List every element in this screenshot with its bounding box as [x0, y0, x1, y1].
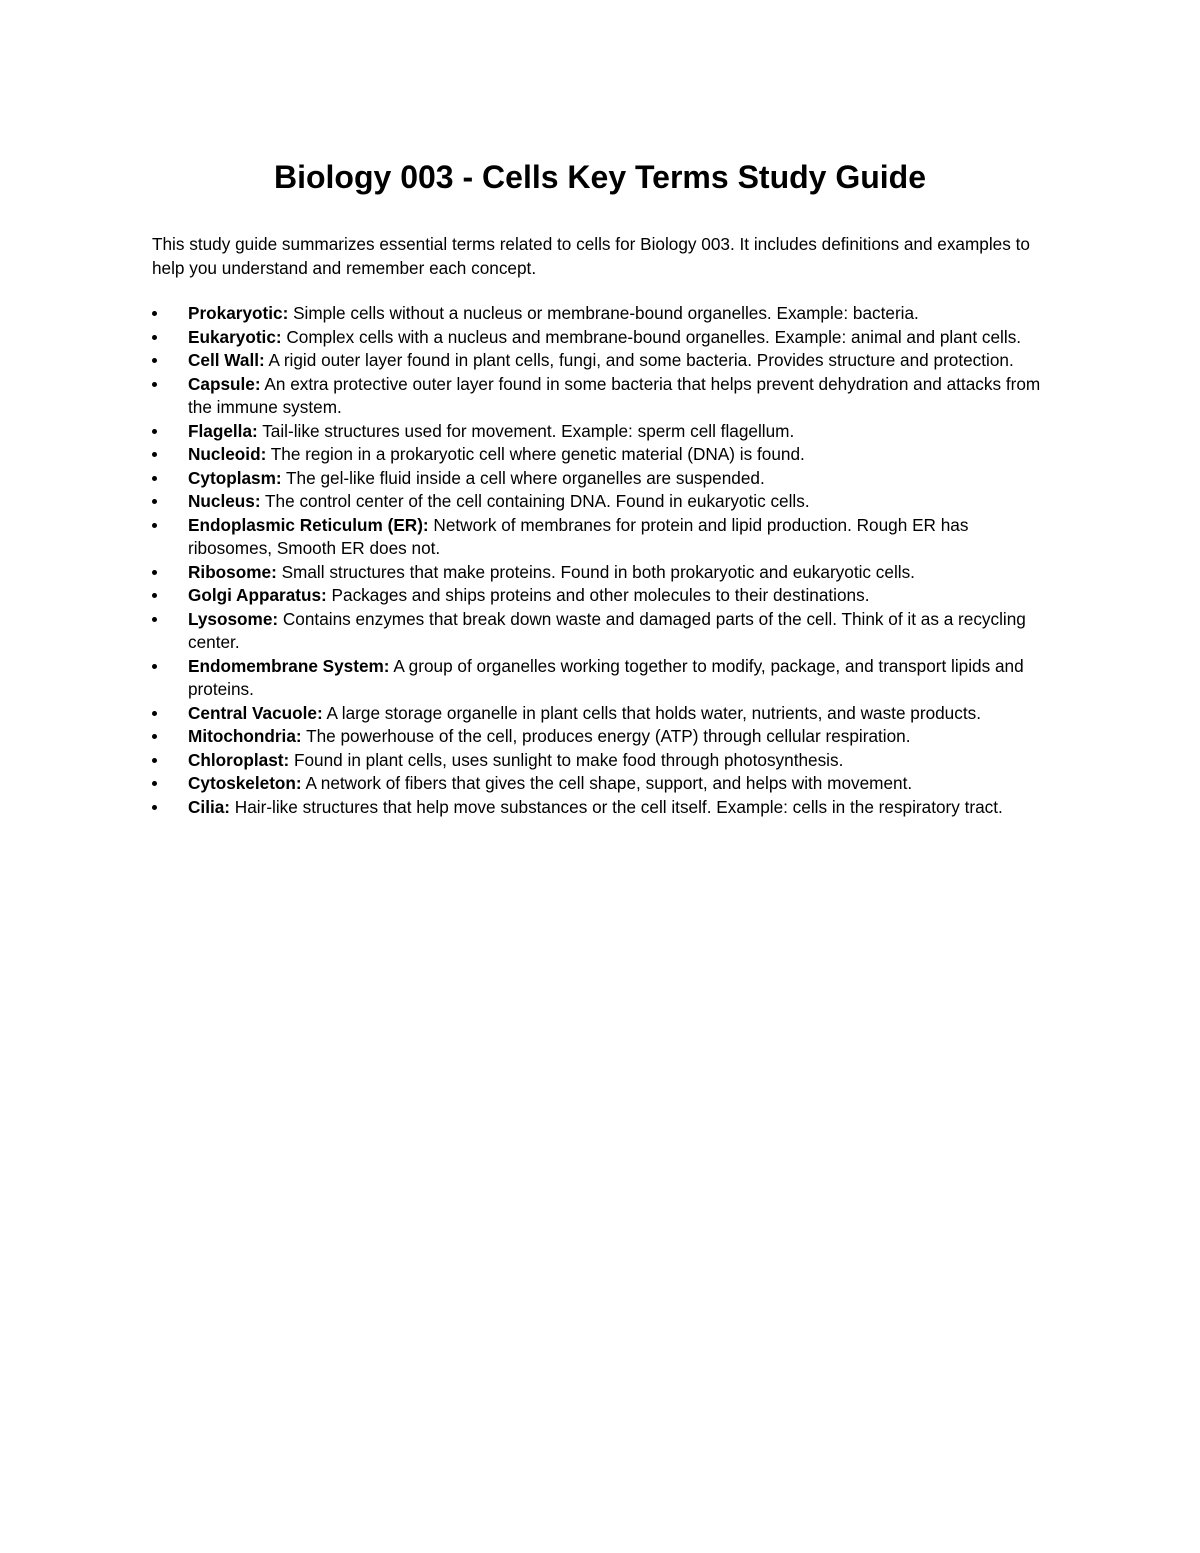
- page-title: Biology 003 - Cells Key Terms Study Guide: [273, 159, 927, 195]
- list-item: [152, 725, 1052, 749]
- term-definition: The control center of the cell containing DNA. Found in eukaryotic cells.: [260, 491, 810, 511]
- list-item: [152, 514, 1052, 561]
- term-definition: Tail-like structures used for movement. Example: sperm cell flagellum.: [257, 420, 795, 441]
- term-label: Eukaryotic:: [188, 326, 282, 347]
- bullet-icon: [152, 499, 157, 504]
- term-definition: Found in plant cells, uses sunlight to make food through photosynthesis.: [289, 749, 844, 770]
- list-item: [152, 420, 1052, 444]
- term-label: Cell Wall:: [188, 350, 265, 370]
- list-item: [152, 655, 1052, 702]
- term-label: Endomembrane System:: [188, 655, 390, 676]
- term-label: Cilia:: [188, 796, 231, 817]
- term-label: Mitochondria:: [188, 726, 302, 746]
- bullet-icon: [152, 593, 157, 598]
- bullet-icon: [152, 382, 157, 387]
- list-item: [152, 561, 1052, 585]
- bullet-icon: [152, 523, 157, 528]
- list-item: [152, 326, 1052, 350]
- bullet-icon: [152, 358, 157, 363]
- bullet-icon: [152, 711, 157, 716]
- term-definition: Network of membranes for protein and lipid production. Rough ER has ribosomes, Smooth ER does not.: [188, 514, 969, 558]
- bullet-icon: [152, 570, 157, 575]
- list-item: [152, 772, 1052, 796]
- term-label: Prokaryotic:: [188, 303, 289, 323]
- list-item: [152, 749, 1052, 773]
- bullet-icon: [152, 476, 157, 481]
- term-definition: A rigid outer layer found in plant cells, fungi, and some bacteria. Provides structure and protection.: [264, 350, 1014, 370]
- term-definition: Complex cells with a nucleus and membrane-bound organelles. Example: animal and plant cells.: [281, 326, 1022, 347]
- term-definition: A network of fibers that gives the cell shape, support, and helps with movement.: [301, 773, 913, 793]
- term-definition: Small structures that make proteins. Found in both prokaryotic and eukaryotic cells.: [276, 561, 915, 582]
- term-label: Endoplasmic Reticulum (ER):: [188, 514, 429, 535]
- list-item: [152, 373, 1052, 420]
- term-definition: A large storage organelle in plant cells that holds water, nutrients, and waste products.: [322, 702, 981, 723]
- list-item: [152, 608, 1052, 655]
- bullet-icon: [152, 781, 157, 786]
- bullet-icon: [152, 452, 157, 457]
- term-definition: Contains enzymes that break down waste and damaged parts of the cell. Think of it as a recycling center.: [188, 608, 1026, 652]
- term-label: Golgi Apparatus:: [188, 585, 327, 605]
- term-label: Capsule:: [188, 373, 261, 394]
- term-label: Cytoskeleton:: [188, 773, 302, 793]
- bullet-icon: [152, 429, 157, 434]
- bullet-icon: [152, 335, 157, 340]
- term-label: Lysosome:: [188, 608, 279, 629]
- term-definition: An extra protective outer layer found in some bacteria that helps prevent dehydration and attacks from the immune system.: [188, 373, 1041, 417]
- term-definition: Simple cells without a nucleus or membrane-bound organelles. Example: bacteria.: [288, 303, 919, 323]
- term-definition: The gel-like fluid inside a cell where organelles are suspended.: [281, 467, 765, 488]
- bullet-icon: [152, 311, 157, 316]
- list-item: [152, 467, 1052, 491]
- list-item: [152, 349, 1052, 373]
- list-item: [152, 702, 1052, 726]
- term-label: Nucleoid:: [188, 444, 267, 464]
- list-item: [152, 796, 1052, 820]
- key-terms-list: [152, 302, 1052, 819]
- bullet-icon: [152, 617, 157, 622]
- term-label: Flagella:: [188, 420, 258, 441]
- bullet-icon: [152, 758, 157, 763]
- term-label: Ribosome:: [188, 561, 277, 582]
- term-label: Chloroplast:: [188, 749, 290, 770]
- term-label: Central Vacuole:: [188, 702, 323, 723]
- term-definition: The region in a prokaryotic cell where genetic material (DNA) is found.: [266, 444, 805, 464]
- term-definition: Packages and ships proteins and other molecules to their destinations.: [326, 585, 870, 605]
- term-definition: Hair-like structures that help move substances or the cell itself. Example: cells in the respiratory tract.: [230, 796, 1003, 817]
- bullet-icon: [152, 805, 157, 810]
- list-item: [152, 443, 1052, 467]
- bullet-icon: [152, 664, 157, 669]
- list-item: [152, 490, 1052, 514]
- intro-paragraph: This study guide summarizes essential terms related to cells for Biology 003. It includes definitions and examples to help you understand and remember each concept.: [152, 234, 1030, 278]
- bullet-icon: [152, 734, 157, 739]
- list-item: [152, 584, 1052, 608]
- term-definition: The powerhouse of the cell, produces energy (ATP) through cellular respiration.: [301, 726, 911, 746]
- term-label: Cytoplasm:: [188, 467, 282, 488]
- list-item: [152, 302, 1052, 326]
- term-label: Nucleus:: [188, 491, 261, 511]
- term-definition: A group of organelles working together to modify, package, and transport lipids and proteins.: [188, 655, 1024, 699]
